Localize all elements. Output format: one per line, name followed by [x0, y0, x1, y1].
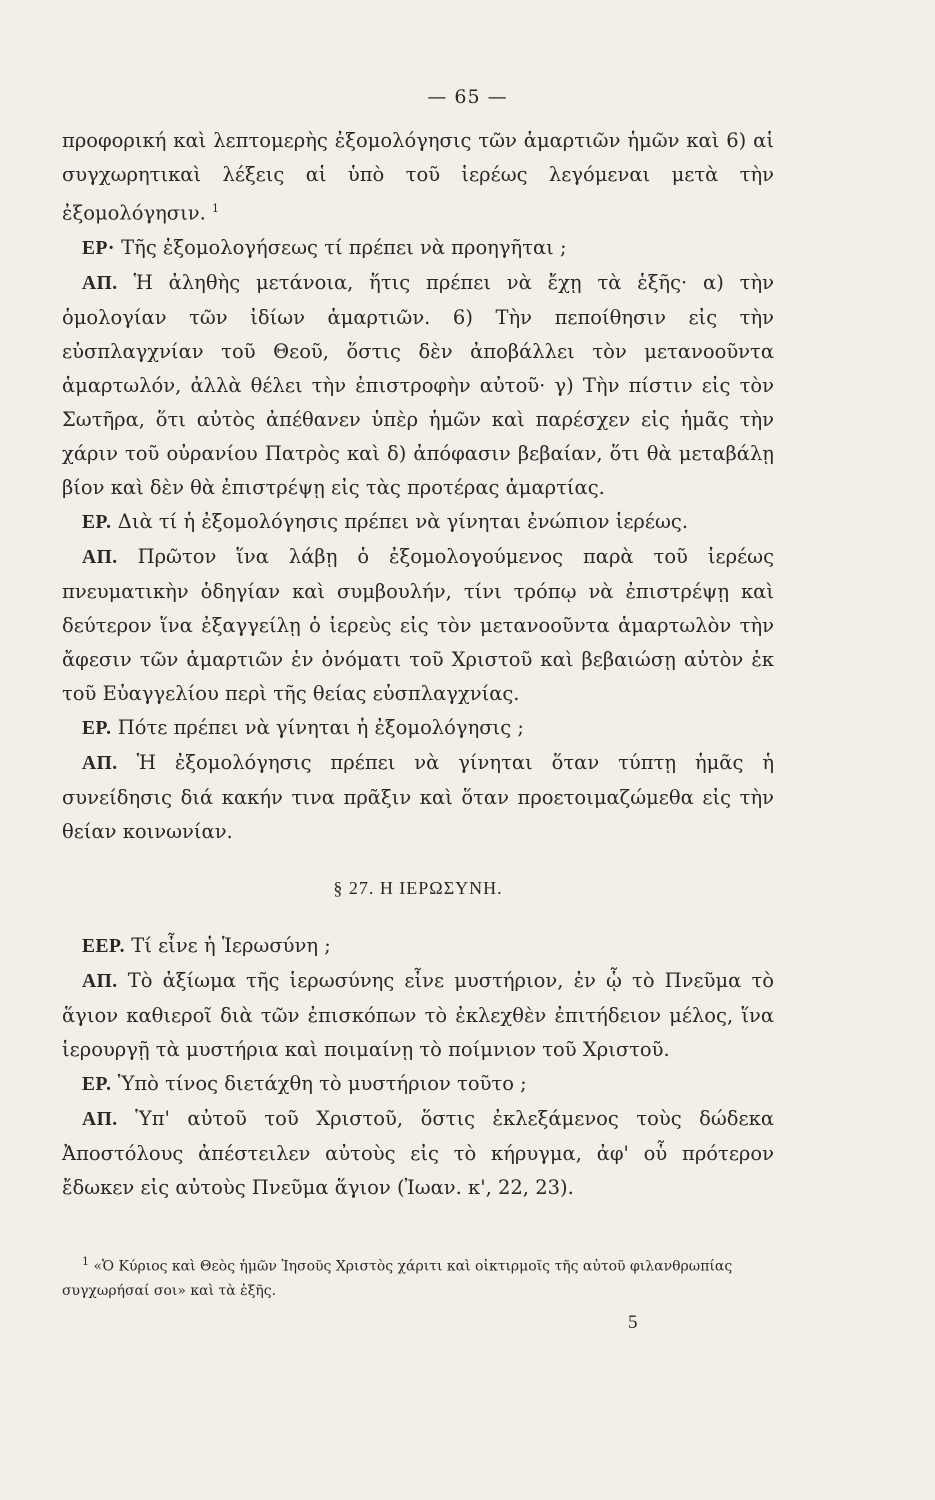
- question-label: ΕΡ.: [82, 1073, 112, 1095]
- paragraph-continuation: [62, 124, 774, 231]
- printer-signature-mark: 5: [628, 1312, 638, 1333]
- page-body: [62, 124, 774, 1205]
- answer-label: ΑΠ.: [82, 546, 118, 568]
- answer-label: ΑΠ.: [82, 752, 118, 774]
- answer-text: Πρῶτον ἵνα λάβῃ ὁ ἐξομολογούμενος παρὰ τοῦ ἱερέως πνευματικὴν ὁδηγίαν καὶ συμβουλήν, τίνι τρόπῳ νὰ ἐπιστρέψῃ καὶ δεύτερον ἵνα ἐξαγγείλῃ ὁ ἱερεὺς εἰς τὸν μετανοοῦντα ἁμαρτωλὸν τὴν ἄφεσιν τῶν ἁμαρτιῶν ἐν ὀνόματι τοῦ Χριστοῦ καὶ βεβαιώσῃ αὐτὸν ἐκ τοῦ Εὐαγγελίου περὶ τῆς θείας εὐσπλαγχνίας.: [62, 544, 774, 705]
- question-paragraph: [62, 505, 774, 540]
- question-text: Διὰ τί ἡ ἐξομολόγησις πρέπει νὰ γίνηται ἐνώπιον ἱερέως.: [117, 509, 689, 533]
- answer-text: Ὑπ' αὐτοῦ τοῦ Χριστοῦ, ὅστις ἐκλεξάμενος τοὺς δώδεκα Ἀποστόλους ἀπέστειλεν αὐτοὺς εἰς τὸ κήρυγμα, ἀφ' οὗ πρότερον ἔδωκεν εἰς αὐτοὺς Πνεῦμα ἅγιον (Ἰωαν. κ', 22, 23).: [62, 1106, 774, 1199]
- answer-text: Ἡ ἀληθὴς μετάνοια, ἥτις πρέπει νὰ ἔχῃ τὰ ἑξῆς· α) τὴν ὁμολογίαν τῶν ἰδίων ἁμαρτιῶν. 6) Τὴν πεποίθησιν εἰς τὴν εὐσπλαγχνίαν τοῦ Θεοῦ, ὅστις δὲν ἀποβάλλει τὸν μετανοοῦντα ἁμαρτωλόν, ἀλλὰ θέλει τὴν ἐπιστροφὴν αὐτοῦ· γ) Τὴν πίστιν εἰς τὸν Σωτῆρα, ὅτι αὐτὸς ἀπέθανεν ὑπὲρ ἡμῶν καὶ παρέσχεν εἰς ἡμᾶς τὴν χάριν τοῦ οὐρανίου Πατρὸς καὶ δ) ἀπόφασιν βεβαίαν, ὅτι θὰ μεταβάλῃ βίον καὶ δὲν θὰ ἐπιστρέψῃ εἰς τὰς προτέρας ἁμαρτίας.: [62, 270, 774, 499]
- question-text: Τῆς ἐξομολογήσεως τί πρέπει νὰ προηγῆται ;: [121, 235, 567, 259]
- answer-paragraph: [62, 746, 774, 849]
- question-text: Πότε πρέπει νὰ γίνηται ἡ ἐξομολόγησις ;: [117, 715, 524, 739]
- answer-paragraph: [62, 540, 774, 711]
- question-text: Ὑπὸ τίνος διετάχθη τὸ μυστήριον τοῦτο ;: [117, 1071, 527, 1095]
- answer-label: ΑΠ.: [82, 970, 118, 992]
- answer-label: ΑΠ.: [82, 272, 118, 294]
- footnote-marker: 1: [82, 1255, 89, 1268]
- answer-paragraph: [62, 964, 774, 1067]
- footnote-reference: 1: [212, 202, 220, 215]
- question-paragraph: [62, 929, 774, 964]
- question-paragraph: [62, 1067, 774, 1102]
- footnote-text: «Ὁ Κύριος καὶ Θεὸς ἡμῶν Ἰησοῦς Χριστὸς χάριτι καὶ οἰκτιρμοῖς τῆς αὐτοῦ φιλανθρωπίας συγχωρήσαί σοι» καὶ τὰ ἑξῆς.: [62, 1258, 733, 1299]
- answer-text: Ἡ ἐξομολόγησις πρέπει νὰ γίνηται ὅταν τύπτῃ ἡμᾶς ἡ συνείδησις διά κακήν τινα πρᾶξιν καὶ ὅταν προετοιμαζώμεθα εἰς τὴν θείαν κοινωνίαν.: [62, 750, 775, 843]
- answer-paragraph: [62, 266, 774, 505]
- answer-label: ΑΠ.: [82, 1108, 118, 1130]
- question-label: ΕΡ·: [82, 237, 115, 259]
- question-label: ΕΡ.: [82, 511, 112, 533]
- section-heading: § 27. Η ΙΕΡΩΣΥΝΗ.: [333, 877, 503, 898]
- question-text: Τί εἶνε ἡ Ἱερωσύνη ;: [131, 933, 331, 957]
- footnote: [62, 1250, 774, 1303]
- answer-paragraph: [62, 1102, 774, 1205]
- question-paragraph: [62, 711, 774, 746]
- question-label: ΕΕΡ.: [82, 935, 126, 957]
- question-label: ΕΡ.: [82, 717, 112, 739]
- page-number-header: — 65 —: [427, 86, 508, 108]
- answer-text: Τὸ ἀξίωμα τῆς ἱερωσύνης εἶνε μυστήριον, ἐν ᾧ τὸ Πνεῦμα τὸ ἅγιον καθιεροῖ διὰ τῶν ἐπισκόπων τὸ ἐκλεχθὲν ἐπιτήδειον μέλος, ἵνα ἱερουργῇ τὰ μυστήρια καὶ ποιμαίνῃ τὸ ποίμνιον τοῦ Χριστοῦ.: [62, 968, 774, 1061]
- question-paragraph: [62, 231, 774, 266]
- paragraph-text: προφορική καὶ λεπτομερὴς ἐξομολόγησις τῶν ἁμαρτιῶν ἡμῶν καὶ 6) αἱ συγχωρητικαὶ λέξεις αἱ ὑπὸ τοῦ ἱερέως λεγόμεναι μετὰ τὴν ἐξομολόγησιν.: [62, 129, 774, 225]
- footnotes: [62, 1250, 774, 1303]
